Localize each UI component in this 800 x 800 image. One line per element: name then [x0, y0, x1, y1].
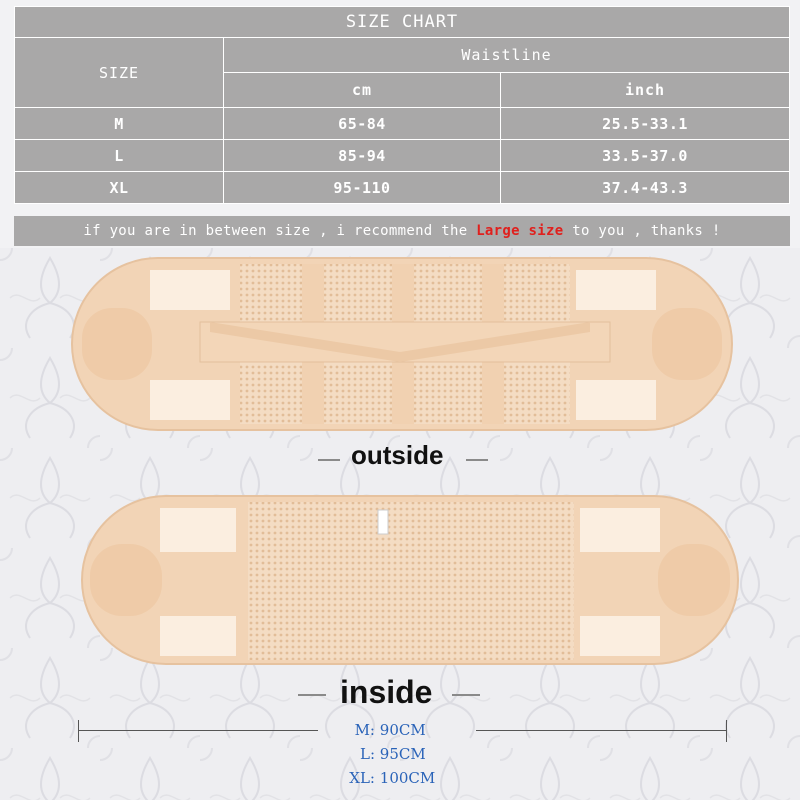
size-recommendation-note: [14, 216, 790, 246]
belt-outside-image: [70, 256, 734, 432]
size-cell: L: [15, 140, 224, 172]
inch-cell: 37.4-43.3: [501, 172, 790, 204]
note-text-end: to you , thanks !: [563, 223, 721, 239]
table-row: [15, 108, 790, 140]
cm-cell: 65-84: [224, 108, 501, 140]
cm-header: cm: [224, 73, 501, 108]
table-row: [15, 140, 790, 172]
inch-cell: 33.5-37.0: [501, 140, 790, 172]
inch-header: inch: [501, 73, 790, 108]
chart-title: SIZE CHART: [15, 7, 790, 38]
note-text: if you are in between size , i recommend the: [83, 223, 477, 239]
dimension-value: 95CM: [379, 745, 426, 763]
dimension-list: [330, 718, 470, 790]
waistline-header: Waistline: [224, 38, 790, 73]
size-chart-table: [14, 6, 790, 204]
dimension-value: 100CM: [379, 769, 436, 787]
cm-cell: 95-110: [224, 172, 501, 204]
measure-tick-left: [78, 720, 79, 742]
size-cell: M: [15, 108, 224, 140]
cm-cell: 85-94: [224, 140, 501, 172]
measure-tick-right: [726, 720, 727, 742]
measure-line-left: [78, 730, 318, 731]
divider-line: [466, 459, 488, 461]
size-cell: XL: [15, 172, 224, 204]
measure-line-right: [476, 730, 726, 731]
inch-cell: 25.5-33.1: [501, 108, 790, 140]
size-header: SIZE: [15, 38, 224, 108]
dimension-size: XL:: [349, 769, 375, 787]
belt-inside-image: [80, 494, 740, 666]
divider-line: [318, 459, 340, 461]
dimension-size: M:: [354, 721, 375, 739]
dimension-row: [330, 766, 470, 790]
note-highlight: Large size: [476, 223, 564, 239]
outside-label: outside: [351, 440, 444, 470]
dimension-value: 90CM: [379, 721, 426, 739]
dimension-row: [330, 742, 470, 766]
dimension-size: L:: [359, 745, 375, 763]
dimension-row: [330, 718, 470, 742]
inside-label: inside: [340, 674, 433, 710]
divider-line: [298, 694, 326, 696]
divider-line: [452, 694, 480, 696]
table-row: [15, 172, 790, 204]
